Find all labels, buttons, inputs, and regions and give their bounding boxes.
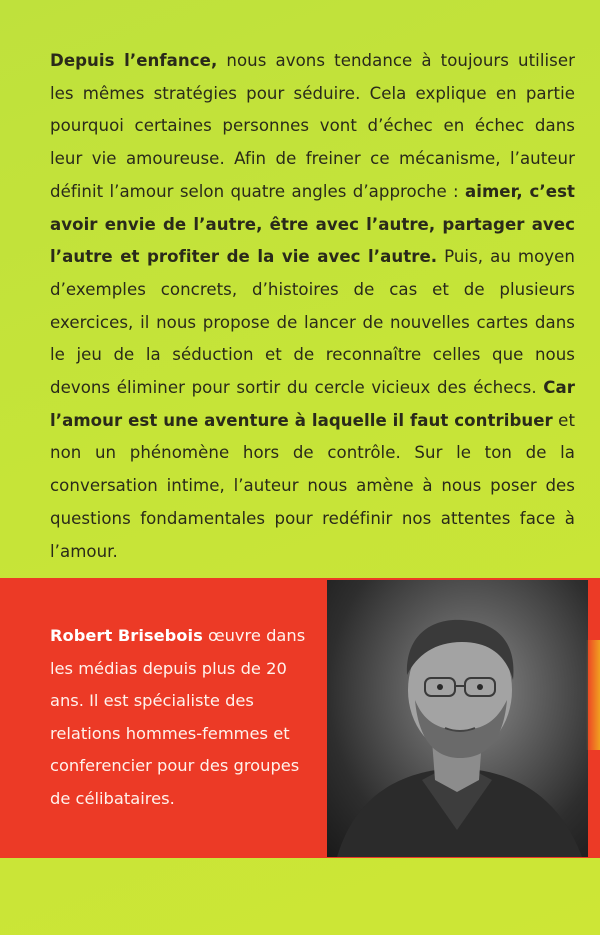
description-highlight-bold: aimer, c’est avoir envie de l’autre, être avec l’autre, partager avec l’autre et profiter de la vie avec l’autre.	[50, 181, 575, 267]
cover-edge-accent	[586, 640, 600, 750]
author-portrait-image	[327, 580, 588, 857]
description-quote-bold: Car l’amour est une aventure à laquelle il faut contribuer	[50, 378, 575, 430]
author-name: Robert Brisebois	[50, 626, 203, 645]
author-bio-text: œuvre dans les médias depuis plus de 20 ans. Il est spécialiste des relations hommes-femmes et conferencier pour des groupes de célibataires.	[50, 626, 306, 808]
description-text-2: Puis, au moyen d’exemples concrets, d’histoires de cas et de plusieurs exercices, il nous propose de lancer de nouvelles cartes dans le jeu de la séduction et de reconnaître celles que nous devons éliminer pour sortir du cercle vicieux des échecs.	[50, 247, 575, 398]
description-lead-bold: Depuis l’enfance,	[50, 51, 218, 70]
book-description	[50, 45, 575, 568]
author-photo	[327, 580, 588, 857]
description-text-3: et non un phénomène hors de contrôle. Sur le ton de la conversation intime, l’auteur nous amène à nous poser des questions fondamentales pour redéfinir nos attentes face à l’amour.	[50, 410, 575, 561]
description-text-1: nous avons tendance à toujours utiliser les mêmes stratégies pour séduire. Cela explique en partie pourquoi certaines personnes vont d’échec en échec dans leur vie amoureuse. Afin de freiner ce mécanisme, l’auteur définit l’amour selon quatre angles d’approche :	[50, 51, 575, 201]
author-bio	[50, 620, 310, 815]
